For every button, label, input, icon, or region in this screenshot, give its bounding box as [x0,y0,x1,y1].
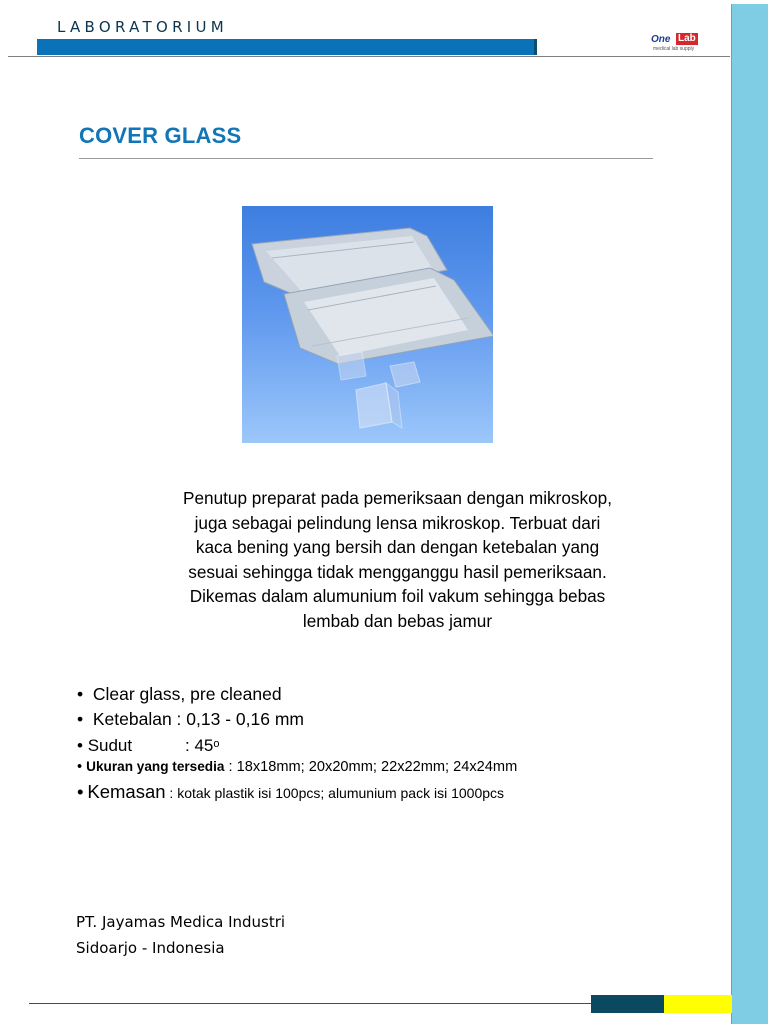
spec-angle-label: Sudut [87,736,133,755]
side-color-strip [731,4,768,1024]
description-line: Dikemas dalam alumunium foil vakum sehingga bebas [189,586,606,607]
description-line: kaca bening yang bersih dan dengan ketebalan yang [195,537,600,558]
spec-sizes-value: : 18x18mm; 20x20mm; 22x22mm; 24x24mm [224,759,518,775]
spec-sizes [77,759,517,775]
product-illustration [242,206,493,443]
onelab-logo [651,33,704,55]
spec-clear-glass [77,684,282,705]
spec-angle [77,736,220,756]
title-divider [79,158,653,159]
bullet-icon: • [77,781,84,802]
header-bar [37,39,534,55]
bullet-icon: • [77,709,84,729]
logo-one-text: One [651,34,671,45]
product-photo [242,206,493,443]
company-location: Sidoarjo - Indonesia [76,939,225,957]
footer-divider [29,1003,592,1004]
footer-bar-yellow [664,995,732,1013]
bullet-icon: • [77,759,83,775]
page-title: COVER GLASS [79,123,242,148]
logo-lab-text: Lab [678,33,696,44]
description-line: sesuai sehingga tidak mengganggu hasil pemeriksaan. [188,561,607,582]
spec-thickness-text: Ketebalan : 0,13 - 0,16 mm [92,709,304,729]
spec-packaging-label: Kemasan [87,781,166,802]
product-description [110,486,685,634]
bullet-icon: • [77,684,84,704]
header-title: LABORATORIUM [57,18,229,36]
description-line: Penutup preparat pada pemeriksaan dengan mikroskop, [182,488,612,508]
footer-bar-dark [591,995,664,1013]
spec-sizes-label: Ukuran yang tersedia [86,759,225,774]
description-line: juga sebagai pelindung lensa mikroskop. Terbuat dari [194,512,601,533]
header-divider [8,56,730,57]
degree-symbol: o [213,738,220,750]
spec-clear-text: Clear glass, pre cleaned [92,684,282,704]
company-name: PT. Jayamas Medica Industri [76,913,286,931]
logo-tagline: medical lab supply [653,46,695,52]
spec-packaging [77,781,504,803]
spec-thickness [77,709,304,730]
spec-angle-value: : 45 [185,736,214,755]
description-line: lembab dan bebas jamur [302,610,493,631]
spec-packaging-value: : kotak plastik isi 100pcs; alumunium pack isi 1000pcs [165,785,505,801]
bullet-icon: • [77,736,83,755]
